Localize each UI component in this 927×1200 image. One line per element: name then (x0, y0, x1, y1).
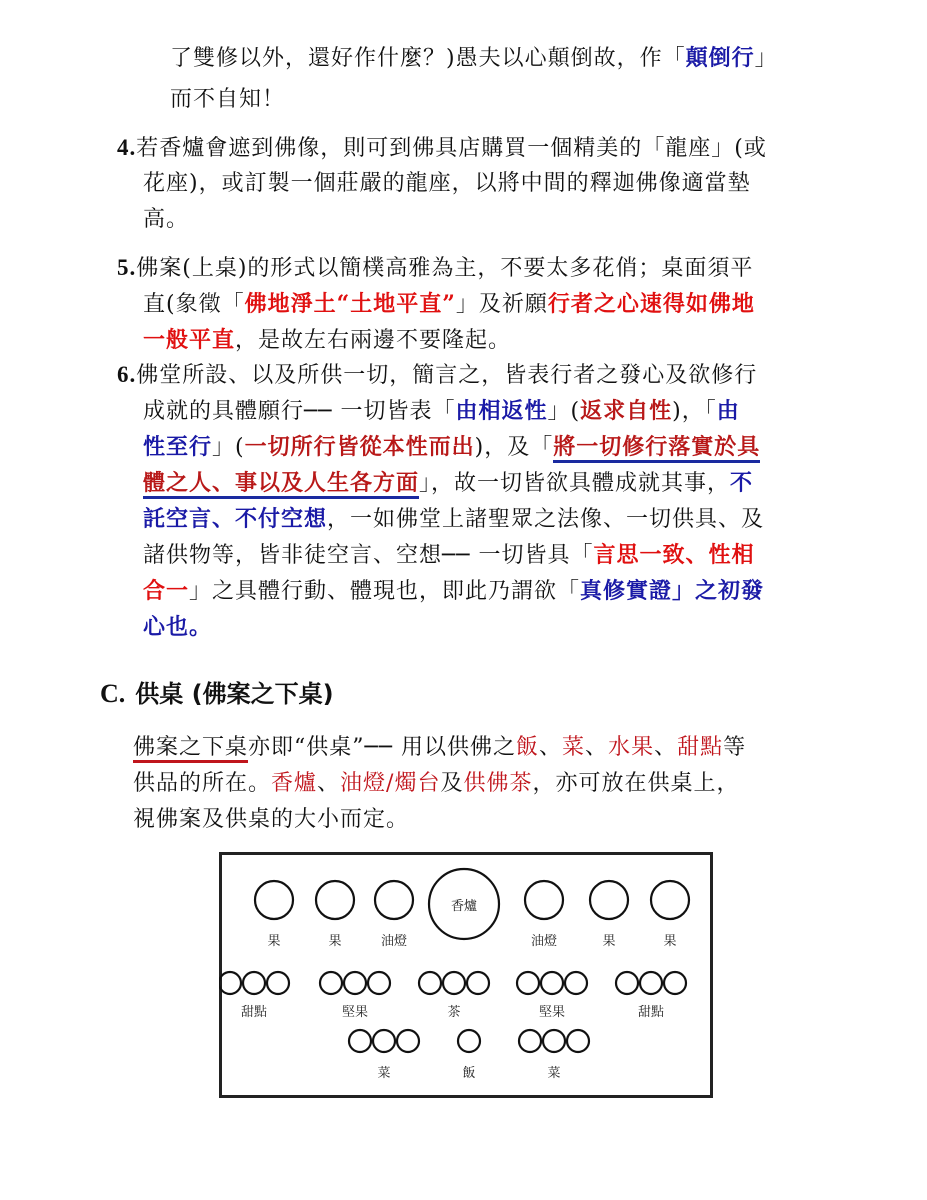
text: 佛案(上桌)的形式以簡樸高雅為主，不要太多花俏；桌面須平 (136, 256, 754, 281)
underlined-highlight: 將一切修行落實於具 (553, 434, 760, 463)
item-number: 4. (117, 135, 137, 160)
highlight-red: 一般平直 (143, 327, 236, 353)
offering-label: 菜 (547, 1066, 561, 1081)
text: 」( (212, 435, 245, 460)
item-6-line-8 (143, 609, 212, 646)
text: 」，故一切皆欲具體成就其事， (419, 471, 731, 496)
item-6-line-3 (143, 429, 760, 466)
item-6-line-5 (143, 501, 764, 538)
offering-label: 堅果 (341, 1005, 369, 1020)
item-number: 6. (117, 362, 137, 387)
item-6-line-2 (143, 393, 740, 430)
offering-label: 甜點 (240, 1005, 268, 1020)
offering-label: 菜 (377, 1066, 391, 1081)
text: 佛堂所設、以及所供一切，簡言之，皆表行者之發心及欲修行 (136, 363, 758, 388)
offering-label: 堅果 (538, 1005, 566, 1020)
offering-label: 果 (663, 934, 677, 949)
section-c-line-2 (133, 766, 740, 802)
offering-label: 果 (267, 934, 281, 949)
text: 、 (317, 771, 341, 796)
highlight-blue: 由 (716, 398, 740, 424)
item-4-line-2: 花座)，或訂製一個莊嚴的龍座，以將中間的釋迦佛像適當墊 (143, 171, 751, 196)
item-5-line-1 (117, 250, 753, 287)
item-5-line-2 (143, 286, 755, 323)
item-5-line-3 (143, 322, 511, 359)
offering-label: 果 (328, 934, 342, 949)
text: 」及祈願 (455, 292, 548, 317)
underlined-term: 佛案之下桌 (133, 735, 248, 763)
text: 直(象徵「 (143, 292, 245, 317)
text: 、 (585, 735, 609, 760)
text: 」 (754, 46, 778, 71)
item-6-line-6 (143, 537, 755, 574)
text: 等 (723, 735, 747, 760)
section-heading (100, 674, 334, 709)
highlight-red: 香爐 (271, 771, 318, 796)
highlight-blue: 顛倒行 (685, 45, 755, 71)
offering-label: 甜點 (637, 1005, 665, 1020)
offering-label: 油燈 (530, 934, 558, 949)
text: 、 (654, 735, 678, 760)
section-title: 供桌 (佛案之下桌) (135, 680, 334, 708)
offering-label: 油燈 (380, 934, 408, 949)
continuation-line-2: 而不自知！ (170, 87, 286, 112)
highlight-red: 行者之心速得如佛地 (547, 291, 755, 317)
section-c-line-1 (133, 730, 746, 766)
highlight-red: 甜點 (677, 735, 724, 760)
item-4-line-1 (117, 130, 767, 167)
text: 及 (440, 771, 464, 796)
highlight-blue: 心也。 (143, 614, 213, 640)
text: 供品的所在。 (133, 771, 272, 796)
item-number: 5. (117, 255, 137, 280)
offering-label: 果 (602, 934, 616, 949)
text: 成就的具體願行── 一切皆表「 (143, 399, 456, 424)
highlight-red: 飯 (516, 735, 540, 760)
text: 了雙修以外，還好作什麼？)愚夫以心顛倒故，作「 (170, 46, 686, 71)
highlight-blue: 性至行 (143, 434, 213, 460)
highlight-blue: 不 (730, 470, 754, 496)
offering-label: 茶 (447, 1005, 461, 1020)
item-4-line-3: 高。 (143, 207, 190, 232)
text: 」( (547, 399, 581, 424)
highlight-red: 言思一致、性相 (593, 542, 755, 568)
highlight-red: 供佛茶 (463, 771, 533, 796)
highlight-blue: 由相返性 (455, 398, 548, 424)
text: 」之具體行動、體現也，即此乃謂欲「 (189, 579, 581, 604)
highlight-red: 菜 (562, 735, 586, 760)
text: ，亦可放在供桌上， (532, 771, 740, 796)
highlight-blue: 託空言、不付空想 (143, 506, 328, 532)
section-c-line-3: 視佛案及供桌的大小而定。 (133, 807, 410, 832)
underlined-highlight: 體之人、事以及人生各方面 (143, 470, 419, 499)
highlight-red: 油燈/燭台 (340, 771, 441, 796)
text: 亦即“供桌”── 用以供佛之 (248, 735, 516, 760)
highlight-red: 合一 (143, 578, 190, 604)
incense-burner-label: 香爐 (450, 899, 478, 914)
text: 若香爐會遮到佛像，則可到佛具店購買一個精美的「龍座」(或 (136, 136, 767, 161)
text: 諸供物等，皆非徒空言、空想── 一切皆具「 (143, 543, 594, 568)
highlight-red: 佛地淨土“土地平直” (244, 291, 456, 317)
item-6-line-7 (143, 573, 764, 610)
section-letter: C. (100, 679, 126, 708)
text: ，是故左右兩邊不要隆起。 (235, 328, 512, 353)
highlight-red: 水果 (608, 735, 655, 760)
continuation-line-1 (170, 40, 778, 77)
text: )，及「 (474, 435, 554, 460)
highlight-red: 返求自性 (580, 398, 673, 424)
text: 、 (539, 735, 563, 760)
item-6-line-4 (143, 465, 753, 502)
text: ，一如佛堂上諸聖眾之法像、一切供具、及 (327, 507, 765, 532)
highlight-red: 一切所行皆從本性而出 (244, 434, 475, 460)
offering-table-diagram (219, 852, 713, 1098)
highlight-blue: 真修實證」之初發 (580, 578, 765, 604)
table-outline (221, 854, 712, 1097)
offering-label: 飯 (462, 1066, 476, 1081)
item-6-line-1 (117, 357, 757, 394)
text: )，「 (672, 399, 717, 424)
